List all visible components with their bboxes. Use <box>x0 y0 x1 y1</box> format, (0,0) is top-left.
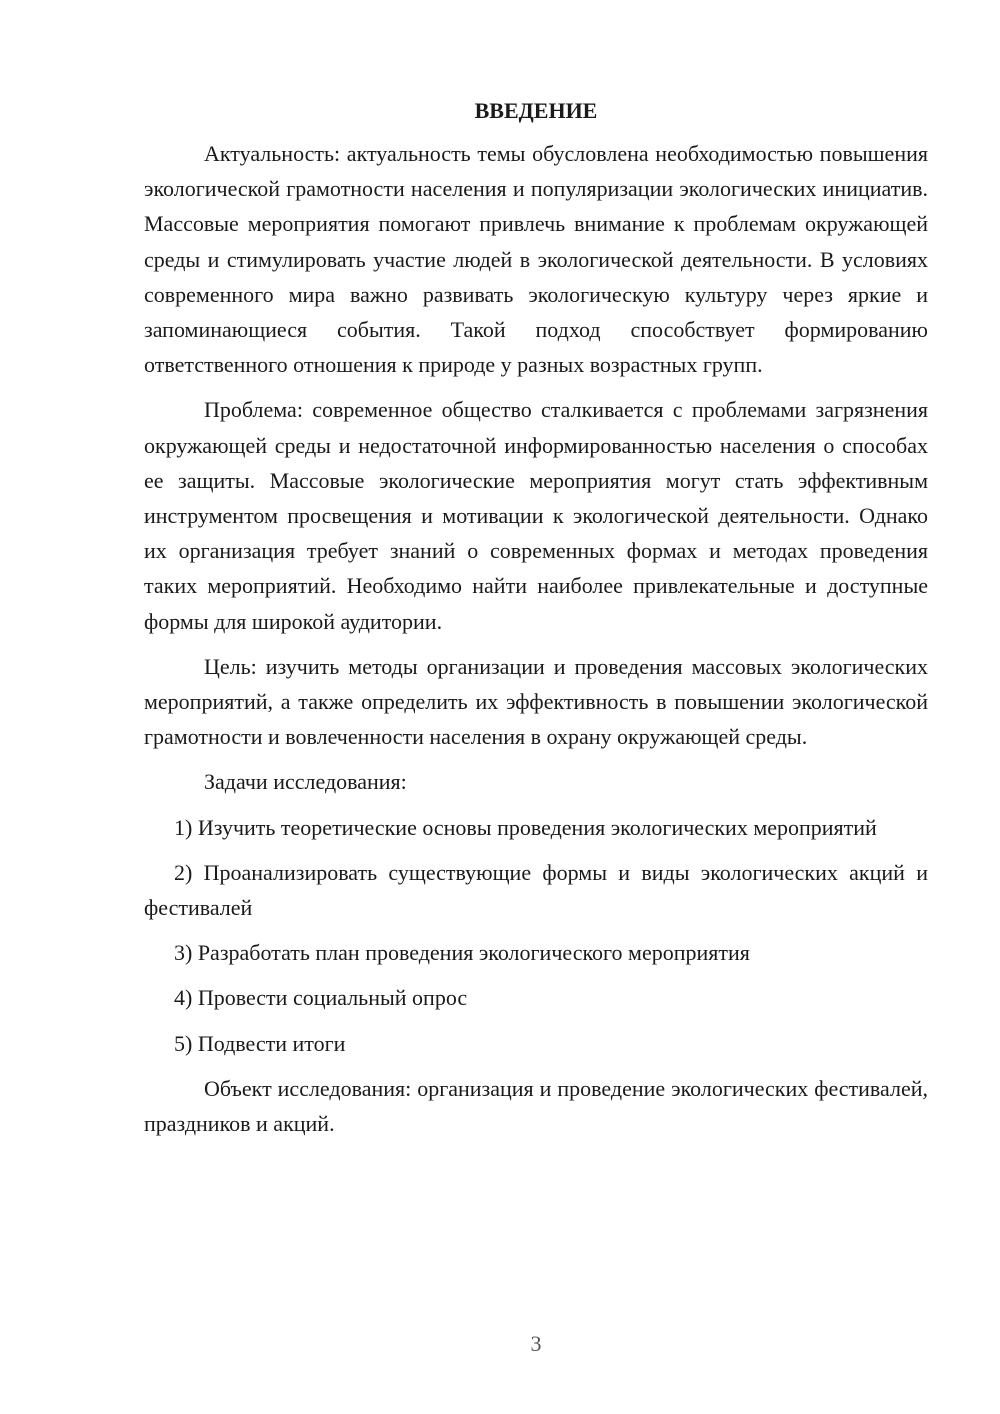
task-item-3: 3) Разработать план проведения экологического мероприятия <box>174 940 750 966</box>
page-body <box>144 96 928 1151</box>
tasks-heading: Задачи исследования: <box>204 769 407 795</box>
task-item-4: 4) Провести социальный опрос <box>174 985 468 1011</box>
goal-paragraph: Цель: изучить методы организации и проведения массовых экологических мероприятий, а также определить их эффективность в повышении экологической грамотности и вовлеченности населения в охрану окружающей среды. <box>144 653 928 750</box>
relevance-paragraph: Актуальность: актуальность темы обусловлена необходимостью повышения экологической грамотности населения и популяризации экологических инициатив. Массовые мероприятия помогают привлечь внимание к проблемам окружающей среды и стимулировать участие людей в экологической деятельности. В условиях современного мира важно развивать экологическую культуру через яркие и запоминающиеся события. Такой подход способствует формированию ответственного отношения к природе у разных возрастных групп. <box>144 141 928 378</box>
problem-paragraph: Проблема: современное общество сталкивается с проблемами загрязнения окружающей среды и недостаточной информированностью населения о способах ее защиты. Массовые экологические мероприятия могут стать эффективным инструментом просвещения и мотивации к экологической деятельности. Однако их организация требует знаний о современных формах и методах проведения таких мероприятий. Необходимо найти наиболее привлекательные и доступные формы для широкой аудитории. <box>144 397 928 634</box>
task-item-1: 1) Изучить теоретические основы проведения экологических мероприятий <box>174 814 877 840</box>
page-number: 3 <box>530 1331 542 1356</box>
section-title: ВВЕДЕНИЕ <box>474 98 598 123</box>
object-paragraph: Объект исследования: организация и проведение экологических фестивалей, праздников и акций. <box>144 1075 928 1137</box>
task-item-5: 5) Подвести итоги <box>174 1030 346 1056</box>
task-item-2: 2) Проанализировать существующие формы и виды экологических акций и фестивалей <box>144 859 928 921</box>
